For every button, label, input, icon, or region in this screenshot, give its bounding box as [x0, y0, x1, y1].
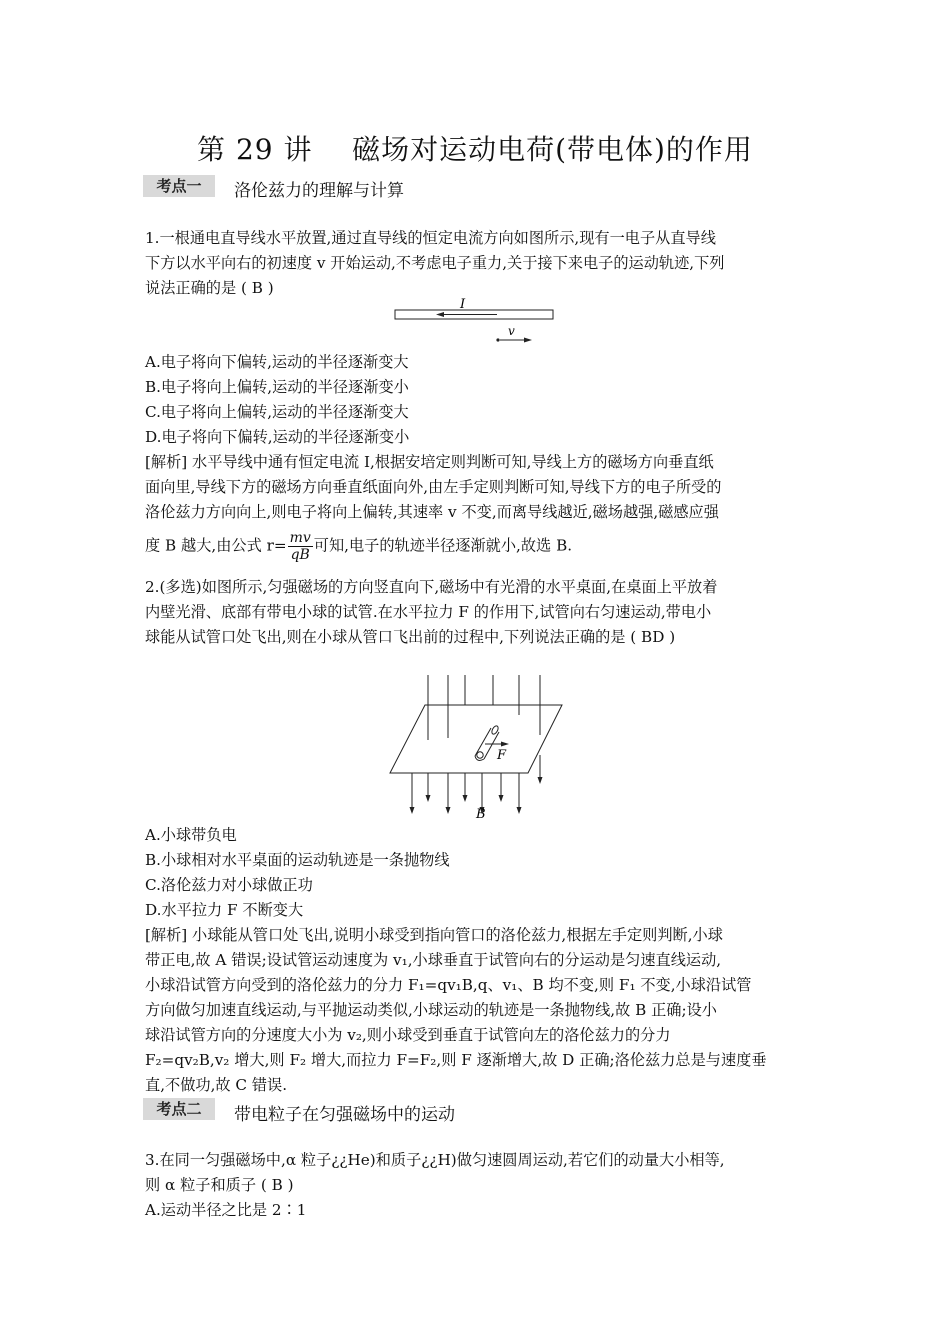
- section-badge-1: 考点一: [143, 175, 215, 197]
- q1-line-1: 1.一根通电直导线水平放置,通过直导线的恒定电流方向如图所示,现有一电子从直导线: [145, 229, 716, 247]
- analysis-4-suffix: 可知,电子的轨迹半径逐渐就小,故选 B.: [313, 536, 573, 555]
- page-title: 第 29 讲 磁场对运动电荷(带电体)的作用: [197, 133, 753, 166]
- q2-analysis-1: [解析] 小球能从管口处飞出,说明小球受到指向管口的洛伦兹力,根据左手定则判断,小球: [145, 926, 723, 944]
- q3-line-2: 则 α 粒子和质子 ( B ): [145, 1176, 294, 1194]
- electron-dot: [496, 338, 499, 341]
- q1-line-3: 说法正确的是 ( B ): [145, 279, 274, 297]
- q1-analysis-4: [145, 530, 572, 563]
- q1-option-a: A.电子将向下偏转,运动的半径逐渐变大: [145, 353, 409, 371]
- table-surface: [390, 705, 562, 773]
- q2-option-a: A.小球带负电: [145, 826, 237, 844]
- section-badge-2: 考点二: [143, 1098, 215, 1120]
- q2-option-d: D.水平拉力 F 不断变大: [145, 901, 304, 919]
- section-heading-1: 洛伦兹力的理解与计算: [234, 181, 404, 201]
- q2-line-1: 2.(多选)如图所示,匀强磁场的方向竖直向下,磁场中有光滑的水平桌面,在桌面上平放着: [145, 578, 718, 596]
- formula-numerator: mv: [289, 530, 311, 546]
- charged-ball: [477, 752, 483, 758]
- q2-option-c: C.洛伦兹力对小球做正功: [145, 876, 313, 894]
- analysis-4-prefix: 度 B 越大,由公式 r=: [145, 536, 287, 555]
- q1-analysis-3: 洛伦兹力方向向上,则电子将向上偏转,其速率 v 不变,而离导线越近,磁场越强,磁感应强: [145, 503, 719, 521]
- q2-analysis-7: 直,不做功,故 C 错误.: [145, 1076, 288, 1094]
- q2-option-b: B.小球相对水平桌面的运动轨迹是一条抛物线: [145, 851, 450, 869]
- q2-line-2: 内壁光滑、底部有带电小球的试管.在水平拉力 F 的作用下,试管向右匀速运动,带电小: [145, 603, 712, 621]
- q1-line-2: 下方以水平向右的初速度 v 开始运动,不考虑电子重力,关于接下来电子的运动轨迹,下列: [145, 254, 725, 272]
- q3-line-1: 3.在同一匀强磁场中,α 粒子¿¿He)和质子¿¿H)做匀速圆周运动,若它们的动量大小相等,: [145, 1151, 725, 1169]
- q1-option-c: C.电子将向上偏转,运动的半径逐渐变大: [145, 403, 409, 421]
- q2-line-3: 球能从试管口处飞出,则在小球从管口飞出前的过程中,下列说法正确的是 ( BD ): [145, 628, 676, 646]
- q2-analysis-5: 球沿试管方向的分速度大小为 v₂,则小球受到垂直于试管向左的洛伦兹力的分力: [145, 1026, 671, 1044]
- formula-denominator: qB: [290, 547, 310, 563]
- q1-wire-figure: [392, 295, 558, 347]
- q2-analysis-6: F₂=qv₂B,v₂ 增大,则 F₂ 增大,而拉力 F=F₂,则 F 逐渐增大,故 D 正确;洛伦兹力总是与速度垂: [145, 1051, 767, 1069]
- q2-analysis-3: 小球沿试管方向受到的洛伦兹力的分力 F₁=qv₁B,q、v₁、B 均不变,则 F₁ 不变,小球沿试管: [145, 976, 752, 994]
- force-label: F: [497, 748, 507, 763]
- q3-option-a: A.运动半径之比是 2∶1: [145, 1201, 307, 1219]
- q1-option-b: B.电子将向上偏转,运动的半径逐渐变小: [145, 378, 409, 396]
- current-label: I: [460, 297, 466, 312]
- q1-option-d: D.电子将向下偏转,运动的半径逐渐变小: [145, 428, 410, 446]
- q2-analysis-2: 带正电,故 A 错误;设试管运动速度为 v₁,小球垂直于试管向右的分运动是匀速直线运动,: [145, 951, 722, 969]
- q2-analysis-4: 方向做匀加速直线运动,与平抛运动类似,小球运动的轨迹是一条抛物线,故 B 正确;设小: [145, 1001, 717, 1019]
- q2-field-figure: [385, 670, 570, 822]
- q1-analysis-2: 面向里,导线下方的磁场方向垂直纸面向外,由左手定则判断可知,导线下方的电子所受的: [145, 478, 722, 496]
- velocity-label: v: [508, 324, 515, 338]
- section-heading-2: 带电粒子在匀强磁场中的运动: [234, 1105, 455, 1125]
- radius-formula: [288, 530, 313, 563]
- q1-analysis-1: [解析] 水平导线中通有恒定电流 I,根据安培定则判断可知,导线上方的磁场方向垂直纸: [145, 453, 714, 471]
- field-label: B: [476, 807, 486, 822]
